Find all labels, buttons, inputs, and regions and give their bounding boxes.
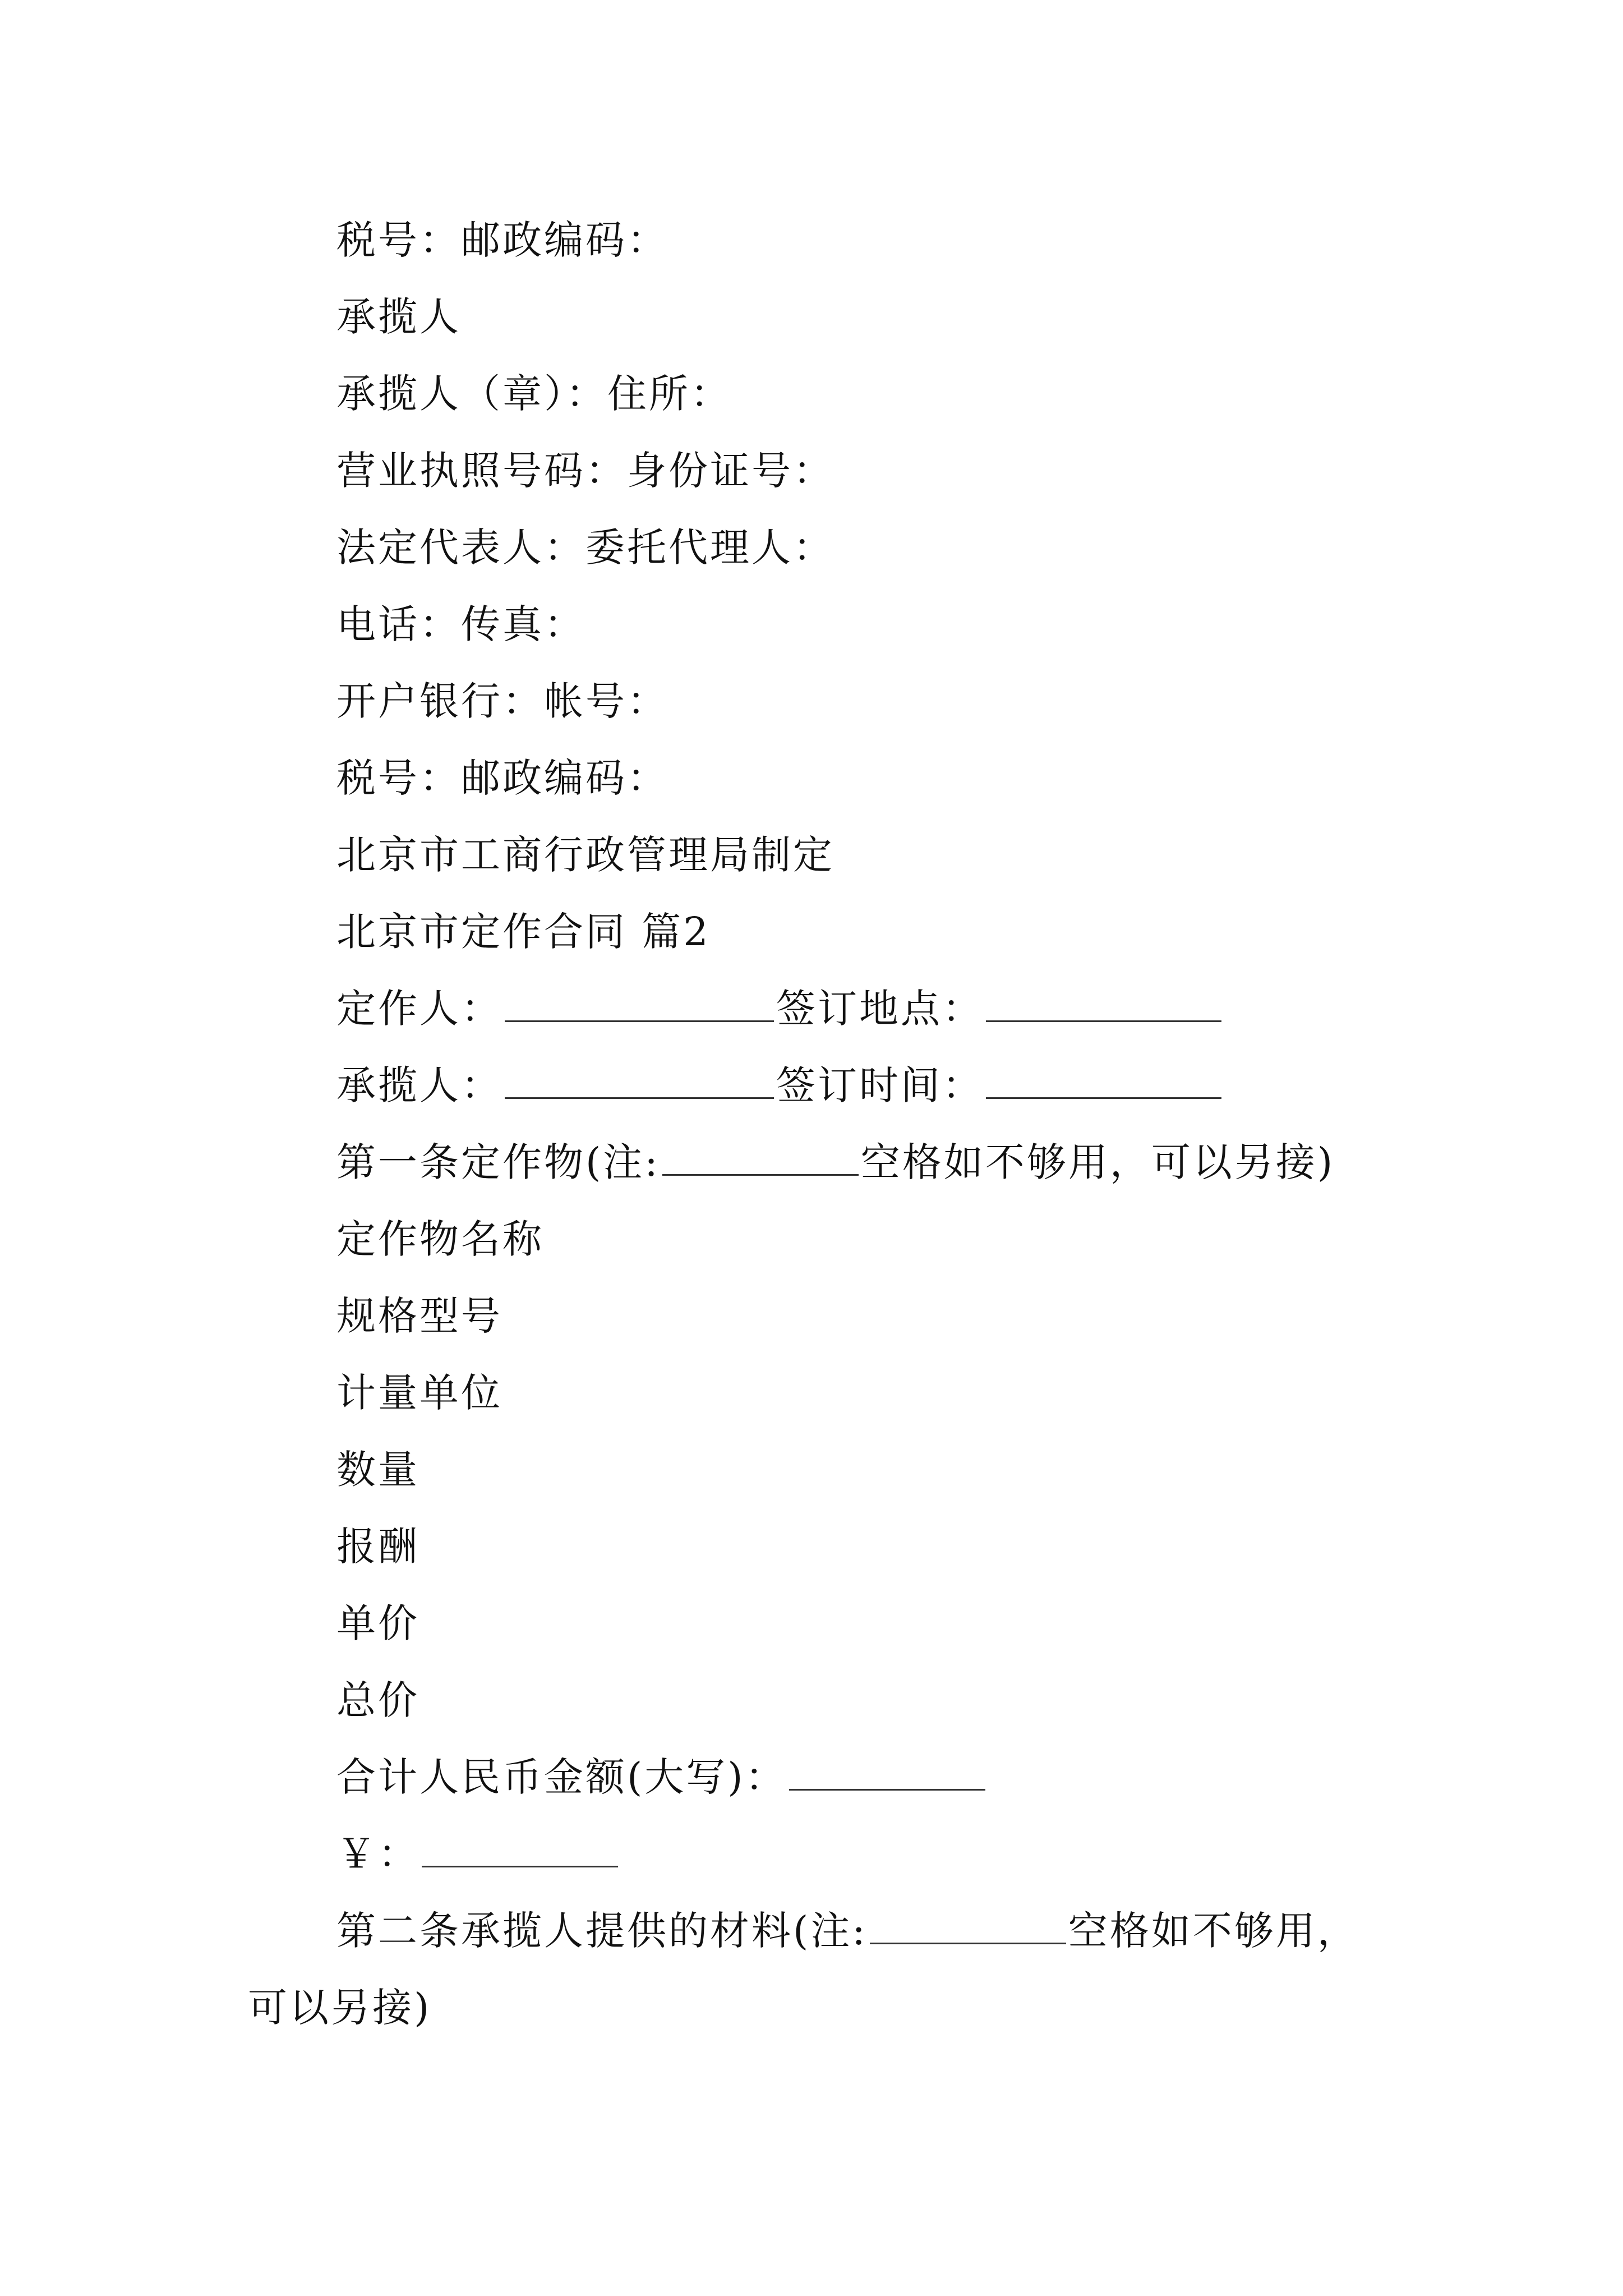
bank-account-line: 开户银行：帐号： — [336, 678, 668, 724]
tax-postcode-line: 税号：邮政编码： — [336, 217, 668, 263]
article-two-continuation: 可以另接) — [248, 1985, 432, 2031]
total-amount-blank — [789, 1754, 985, 1791]
orderer-label: 定作人： — [336, 986, 502, 1032]
yuan-line — [336, 1829, 620, 1879]
unit-price-line: 单价 — [336, 1600, 419, 1646]
item-name-line: 定作物名称 — [336, 1216, 544, 1262]
contractor-blank — [505, 1062, 774, 1099]
orderer-place-line — [336, 983, 1224, 1034]
article-two-label: 第二条承揽人提供的材料(注: — [336, 1908, 868, 1954]
tax-postcode-line-2: 税号：邮政编码： — [336, 755, 668, 801]
total-amount-label: 合计人民币金额(大写)： — [336, 1754, 787, 1800]
contractor-seal-address-line: 承揽人（章）：住所： — [336, 371, 732, 417]
issuer-line: 北京市工商行政管理局制定 — [336, 832, 834, 878]
remuneration-line: 报酬 — [336, 1524, 419, 1570]
article-one-note: 空格如不够用，可以另接) — [860, 1139, 1335, 1185]
contractor-time-line — [336, 1060, 1224, 1111]
article-two-line — [336, 1906, 1359, 1956]
quantity-line: 数量 — [336, 1447, 419, 1493]
spec-model-line: 规格型号 — [336, 1293, 502, 1339]
phone-fax-line: 电话：传真： — [336, 601, 585, 647]
signing-time-blank — [986, 1062, 1221, 1099]
article-one-label: 第一条定作物(注: — [336, 1139, 660, 1185]
license-id-line: 营业执照号码：身份证号： — [336, 448, 834, 494]
contractor-heading: 承揽人 — [336, 294, 461, 340]
article-two-blank — [870, 1908, 1066, 1944]
representative-line: 法定代表人：委托代理人： — [336, 524, 834, 570]
total-price-line: 总价 — [336, 1677, 419, 1723]
unit-line: 计量单位 — [336, 1370, 502, 1416]
article-one-blank — [662, 1139, 859, 1176]
article-one-line — [336, 1137, 1335, 1188]
contractor-label: 承揽人： — [336, 1062, 502, 1108]
signing-place-label: 签订地点： — [776, 986, 984, 1032]
orderer-blank — [505, 986, 774, 1022]
signing-place-blank — [986, 986, 1221, 1022]
section-title: 北京市定作合同 篇2 — [336, 909, 711, 955]
article-two-note: 空格如不够用， — [1068, 1908, 1359, 1954]
signing-time-label: 签订时间： — [776, 1062, 984, 1108]
yuan-label: ￥： — [336, 1831, 419, 1877]
yuan-blank — [422, 1831, 618, 1867]
total-amount-line — [336, 1752, 988, 1802]
